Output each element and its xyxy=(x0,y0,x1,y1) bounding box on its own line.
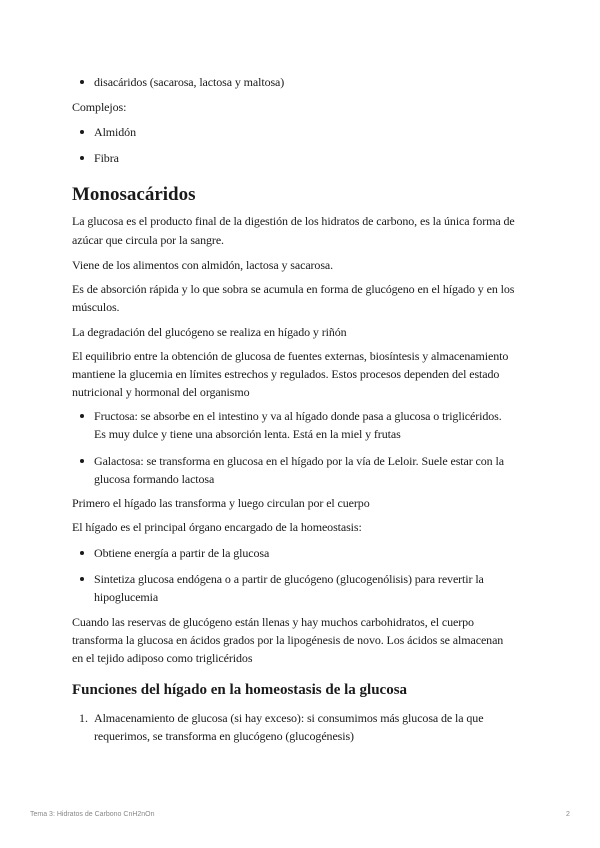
section-title: Monosacáridos xyxy=(72,184,196,205)
list-item: hipoglucemia xyxy=(94,590,159,604)
bullet-icon xyxy=(80,551,84,555)
list-item: Almidón xyxy=(94,125,136,139)
list-item: Fructosa: se absorbe en el intestino y va al hígado donde pasa a glucosa o triglicéridos. xyxy=(94,409,502,423)
bullet-icon xyxy=(80,459,84,463)
paragraph-line: La glucosa es el producto final de la digestión de los hidratos de carbono, es la única forma de xyxy=(72,214,515,228)
bullet-icon xyxy=(80,156,84,160)
list-item: Galactosa: se transforma en glucosa en el hígado por la vía de Leloir. Suele estar con la xyxy=(94,454,504,468)
list-item: Es muy dulce y tiene una absorción lenta. Está en la miel y frutas xyxy=(94,427,401,441)
list-item: Almacenamiento de glucosa (si hay exceso): si consumimos más glucosa de la que xyxy=(94,711,484,725)
paragraph-line: músculos. xyxy=(72,300,120,314)
footer-title: Tema 3: Hidratos de Carbono CnH2nOn xyxy=(30,811,155,818)
list-item: requerimos, se transforma en glucógeno (glucogénesis) xyxy=(94,729,354,743)
paragraph-line: azúcar que circula por la sangre. xyxy=(72,233,224,247)
paragraph-line: Viene de los alimentos con almidón, lactosa y sacarosa. xyxy=(72,258,334,272)
bullet-icon xyxy=(80,577,84,581)
list-item: disacáridos (sacarosa, lactosa y maltosa) xyxy=(94,75,285,89)
paragraph-line: Es de absorción rápida y lo que sobra se acumula en forma de glucógeno en el hígado y en los xyxy=(72,282,515,296)
complejos-label: Complejos: xyxy=(72,100,127,114)
paragraph-line: transforma la glucosa en ácidos grados por la lipogénesis de novo. Los ácidos se almacenan xyxy=(72,633,504,647)
paragraph-line: Primero el hígado las transforma y luego circulan por el cuerpo xyxy=(72,496,370,510)
bullet-icon xyxy=(80,80,84,84)
paragraph-line: El hígado es el principal órgano encargado de la homeostasis: xyxy=(72,520,362,534)
paragraph-line: Cuando las reservas de glucógeno están llenas y hay muchos carbohidratos, el cuerpo xyxy=(72,615,474,629)
page-number: 2 xyxy=(566,811,570,818)
paragraph-line: El equilibrio entre la obtención de glucosa de fuentes externas, biosíntesis y almacenamiento xyxy=(72,349,509,363)
list-item: Fibra xyxy=(94,151,119,165)
subsection-title: Funciones del hígado en la homeostasis de la glucosa xyxy=(72,682,408,698)
paragraph-line: La degradación del glucógeno se realiza en hígado y riñón xyxy=(72,325,347,339)
list-number: 1. xyxy=(79,711,88,725)
list-item: Obtiene energía a partir de la glucosa xyxy=(94,546,270,560)
list-item: glucosa formando lactosa xyxy=(94,472,215,486)
paragraph-line: en el tejido adiposo como triglicéridos xyxy=(72,651,253,665)
list-item: Sintetiza glucosa endógena o a partir de glucógeno (glucogenólisis) para revertir la xyxy=(94,572,484,586)
paragraph-line: mantiene la glucemia en límites estrechos y regulados. Estos procesos dependen del estado xyxy=(72,367,500,381)
bullet-icon xyxy=(80,414,84,418)
bullet-icon xyxy=(80,130,84,134)
paragraph-line: nutricional y hormonal del organismo xyxy=(72,385,250,399)
